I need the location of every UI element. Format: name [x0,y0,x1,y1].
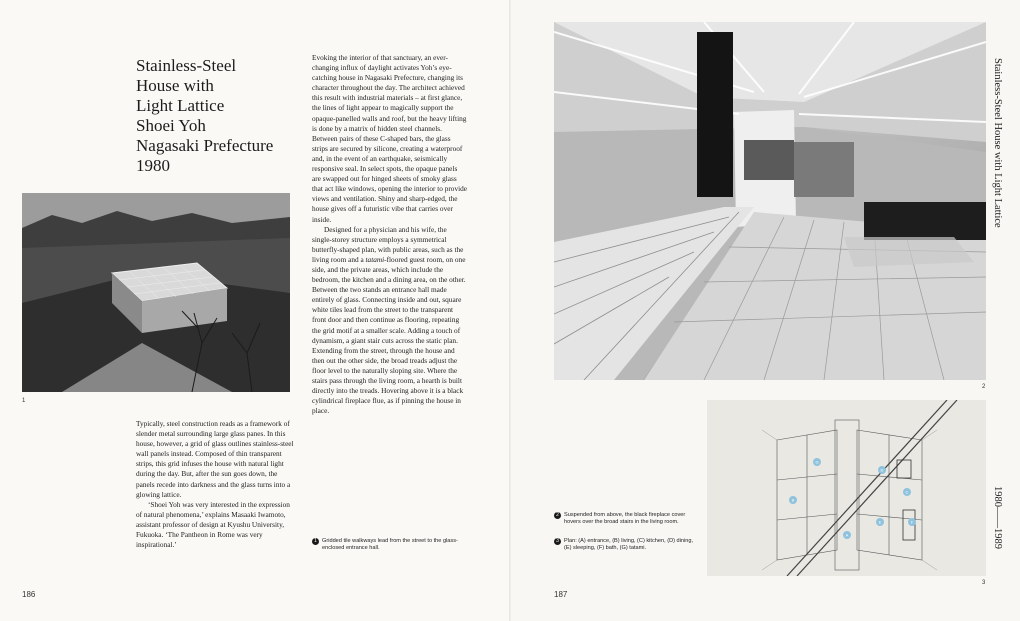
figure-number: 3 [982,580,986,586]
title-line: House with [136,76,214,95]
title-line: Stainless-Steel [136,56,237,75]
paragraph: Evoking the interior of that sanctuary, an ever-changing influx of daylight activates Yoh’s eye-catching house in Nagasaki Prefecture, changing its character throughout the day. The architect achieved this result with industrial materials – at first glance, the lines of light appear to magically support the opaque-panelled walls and roof, but the heavy lifting is done by a matrix of hidden steel channels. Between pairs of these C-shaped bars, the glass strips are secured by silicone, creating a waterproof and, in the event of an earthquake, seismically responsive seal. In select spots, the opaque panels are swapped out for hinged sheets of smoky glass that act like windows, opening the interior to provide views and ventilation. Shiny and sharp-edged, the house gives off a futuristic vibe that carries over inside. [312,53,468,224]
caption-3 [554,538,704,552]
caption-text: Plan: (A) entrance, (B) living, (C) kitchen, (D) dining, (E) sleeping, (F) bath, (G) tatami. [564,538,694,552]
caption-number-badge: 3 [554,538,561,545]
plan-label: B [791,497,795,503]
running-head: Stainless-Steel House with Light Lattice [992,58,1003,228]
interior-photo-illustration [554,22,986,380]
plan-label: A [845,532,849,538]
paragraph: Typically, steel construction reads as a framework of slender metal surrounding large glass panes. In this house, however, a grid of glass outlines stainless-steel wall panels instead. Composed of thin transparent strips, this grid infuses the house with natural light during the day. But, after the sun goes down, the panels recede into darkness and the glass turns into a glowing lattice. [136,419,294,499]
title-line: Light Lattice [136,96,225,115]
title-line: Shoei Yoh [136,116,206,135]
plan-label: F [910,519,914,525]
caption-text: Gridded tile walkways lead from the street to the glass-enclosed entrance hall. [322,538,458,552]
title-line: 1980 [136,156,170,175]
exterior-photo-illustration [22,193,290,392]
title-line: Nagasaki Prefecture [136,136,274,155]
floor-plan-drawing [707,400,986,576]
text-run: -floored guest room, on one side, and the private areas, which include the bedroom, the kitchen and a dining area, on the other. Between the two stands an entrance hall made entirely of glass. Connecting inside and out, square white tiles lead from the street to the transparent front door and then continue as flooring, repeating the grid motif at a smaller scale. Adding a touch of dynamism, a giant stair cuts across the static plan. Extending from the street, through the house and then out the other side, the broad treads adjust the floor level to the naturally sloping site. Where the stairs pass through the living room, a hearth is built directly into the treads. Hovering above it is a black cylindrical fireplace flue, as if pinning the house in place. [312,254,466,416]
body-column-1 [136,419,294,550]
caption-text: Suspended from above, the black fireplace cover hovers over the broad stairs in the living room. [564,512,686,526]
plan-label: D [880,467,884,473]
paragraph: ‘Shoei Yoh was very interested in the expression of natural phenomena,’ explains Masaaki Iwamoto, assistant professor of design at Kyushu University, Fukuoka. ‘The Pantheon in Rome was very inspirational.’ [136,499,290,550]
exterior-photo [22,193,290,392]
caption-1 [312,538,472,552]
figure-number: 1 [22,398,26,404]
floor-plan [707,400,986,576]
article-title [136,56,306,176]
page-number-left: 186 [22,590,36,599]
plan-label: G [815,459,819,465]
italic-term: tatami [365,254,385,264]
text-run: Designed for a physician and his wife, the single-storey structure employs a symmetrical butterfly-shaped plan, with public areas, such as the living room and a [312,224,464,264]
plan-label: C [905,489,909,495]
caption-2 [554,512,704,526]
body-column-2 [312,53,468,416]
caption-number-badge: 1 [312,538,319,545]
page-number-right: 187 [554,590,568,599]
period-label: 1980——1989 [992,486,1003,549]
plan-label: E [878,519,882,525]
gutter [509,0,511,621]
caption-number-badge: 2 [554,512,561,519]
interior-photo [554,22,986,380]
paragraph [312,225,468,417]
figure-number: 2 [982,384,986,390]
